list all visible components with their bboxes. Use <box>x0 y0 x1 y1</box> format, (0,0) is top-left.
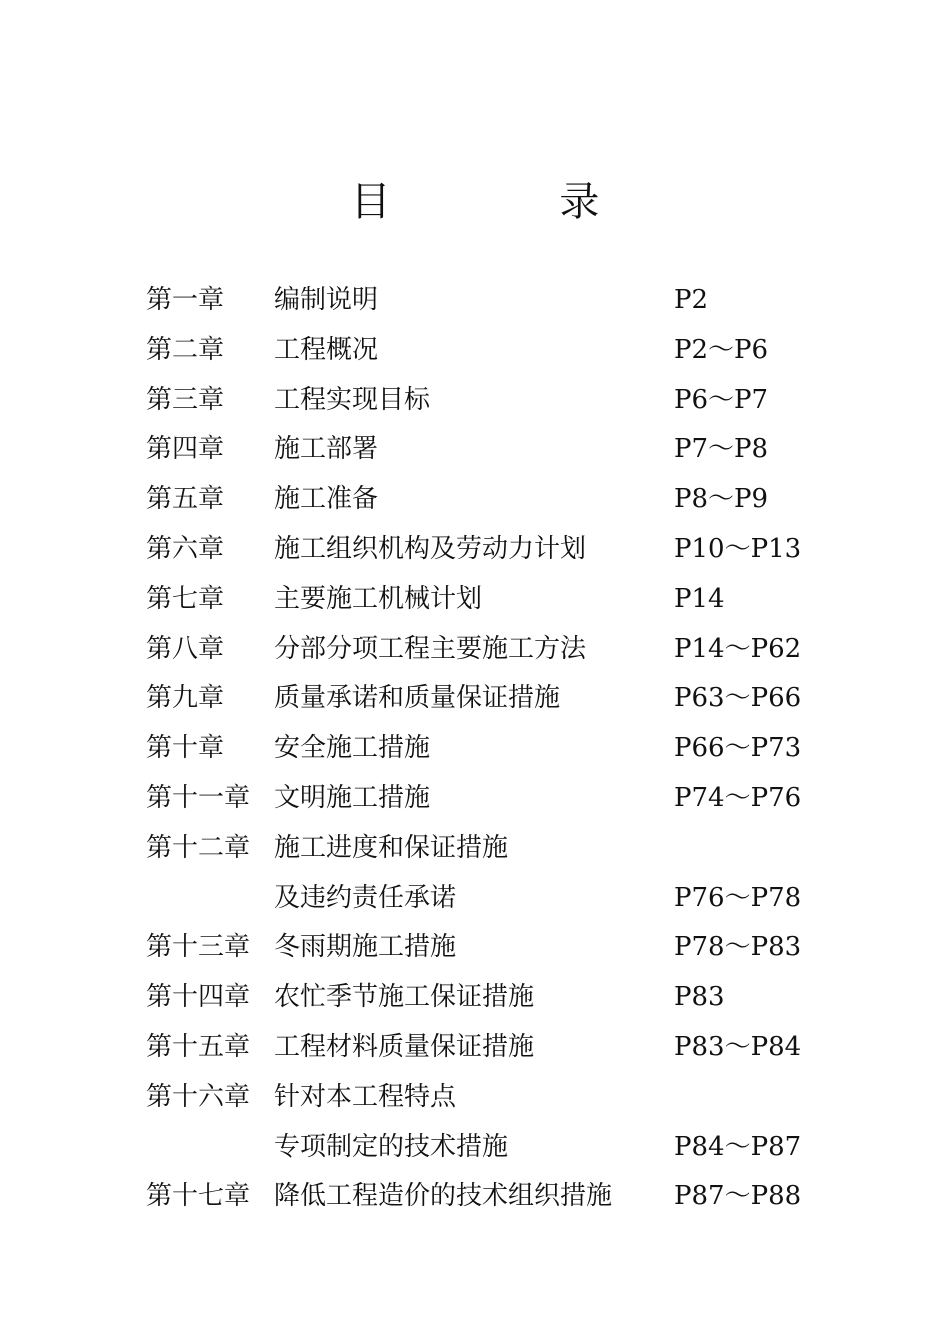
toc-page-range: P2～P6 <box>674 334 769 365</box>
toc-title: 工程概况 <box>274 334 379 365</box>
toc-page-range: P78～P83 <box>674 932 802 963</box>
toc-page-range: P74～P76 <box>674 782 802 813</box>
toc-row-continuation <box>146 1123 846 1173</box>
toc-row <box>146 1172 846 1222</box>
toc-title: 工程材料质量保证措施 <box>274 1031 535 1062</box>
toc-row <box>146 575 846 625</box>
toc-row <box>146 1073 846 1123</box>
toc-row <box>146 376 846 426</box>
toc-title: 冬雨期施工措施 <box>274 932 457 963</box>
toc-row <box>146 475 846 525</box>
toc-page-range: P10～P13 <box>674 533 802 564</box>
toc-page-range: P87～P88 <box>674 1181 802 1212</box>
toc-chapter: 第七章 <box>146 583 225 614</box>
toc-row <box>146 525 846 575</box>
toc-chapter: 第二章 <box>146 334 225 365</box>
toc-chapter: 第十四章 <box>146 982 251 1013</box>
toc-title: 施工组织机构及劳动力计划 <box>274 533 587 564</box>
toc-page-range: P14 <box>674 583 725 614</box>
toc-chapter: 第一章 <box>146 285 225 315</box>
toc-chapter: 第十二章 <box>146 832 251 863</box>
toc-row <box>146 425 846 475</box>
toc-row <box>146 774 846 824</box>
toc-chapter: 第十五章 <box>146 1031 251 1062</box>
toc-row <box>146 674 846 724</box>
toc-row <box>146 724 846 774</box>
toc-row <box>146 326 846 376</box>
toc-title: 施工准备 <box>274 484 379 515</box>
toc-title: 农忙季节施工保证措施 <box>274 982 535 1013</box>
toc-chapter: 第三章 <box>146 384 225 415</box>
toc-title: 编制说明 <box>274 285 379 315</box>
toc-page-range: P83～P84 <box>674 1031 802 1062</box>
toc-row <box>146 824 846 874</box>
toc-page-range: P6～P7 <box>674 384 769 415</box>
toc-title: 施工部署 <box>274 434 379 465</box>
toc-chapter: 第十七章 <box>146 1181 251 1212</box>
toc-chapter: 第四章 <box>146 434 225 465</box>
toc-row <box>146 276 846 326</box>
toc-row <box>146 1023 846 1073</box>
toc-chapter: 第八章 <box>146 633 225 664</box>
toc-chapter: 第十章 <box>146 733 225 764</box>
toc-page-range: P66～P73 <box>674 733 802 764</box>
toc-chapter: 第十一章 <box>146 782 251 813</box>
toc-row <box>146 923 846 973</box>
toc-chapter: 第九章 <box>146 683 225 714</box>
page-title: 目 录 <box>350 179 678 225</box>
toc-row <box>146 625 846 675</box>
toc-page-range: P84～P87 <box>674 1131 802 1162</box>
toc-title: 及违约责任承诺 <box>274 882 457 913</box>
toc-title: 降低工程造价的技术组织措施 <box>274 1181 613 1212</box>
toc-page-range: P76～P78 <box>674 882 802 913</box>
toc-title: 安全施工措施 <box>274 733 431 764</box>
toc-title: 施工进度和保证措施 <box>274 832 509 863</box>
toc-title: 专项制定的技术措施 <box>274 1131 509 1162</box>
toc-title: 分部分项工程主要施工方法 <box>274 633 587 664</box>
toc-page-range: P63～P66 <box>674 683 802 714</box>
toc-title: 工程实现目标 <box>274 384 431 415</box>
table-of-contents <box>146 276 846 1222</box>
toc-page-range: P8～P9 <box>674 484 769 515</box>
toc-title: 针对本工程特点 <box>274 1081 457 1112</box>
toc-page-range: P7～P8 <box>674 434 769 465</box>
toc-chapter: 第十三章 <box>146 932 251 963</box>
toc-title: 文明施工措施 <box>274 782 431 813</box>
toc-page-range: P2 <box>674 285 709 315</box>
toc-page-range: P14～P62 <box>674 633 802 664</box>
toc-chapter: 第六章 <box>146 533 225 564</box>
toc-row <box>146 973 846 1023</box>
toc-row-continuation <box>146 874 846 924</box>
toc-chapter: 第五章 <box>146 484 225 515</box>
toc-title: 质量承诺和质量保证措施 <box>274 683 561 714</box>
toc-chapter: 第十六章 <box>146 1081 251 1112</box>
toc-title: 主要施工机械计划 <box>274 583 483 614</box>
toc-page-range: P83 <box>674 982 725 1013</box>
